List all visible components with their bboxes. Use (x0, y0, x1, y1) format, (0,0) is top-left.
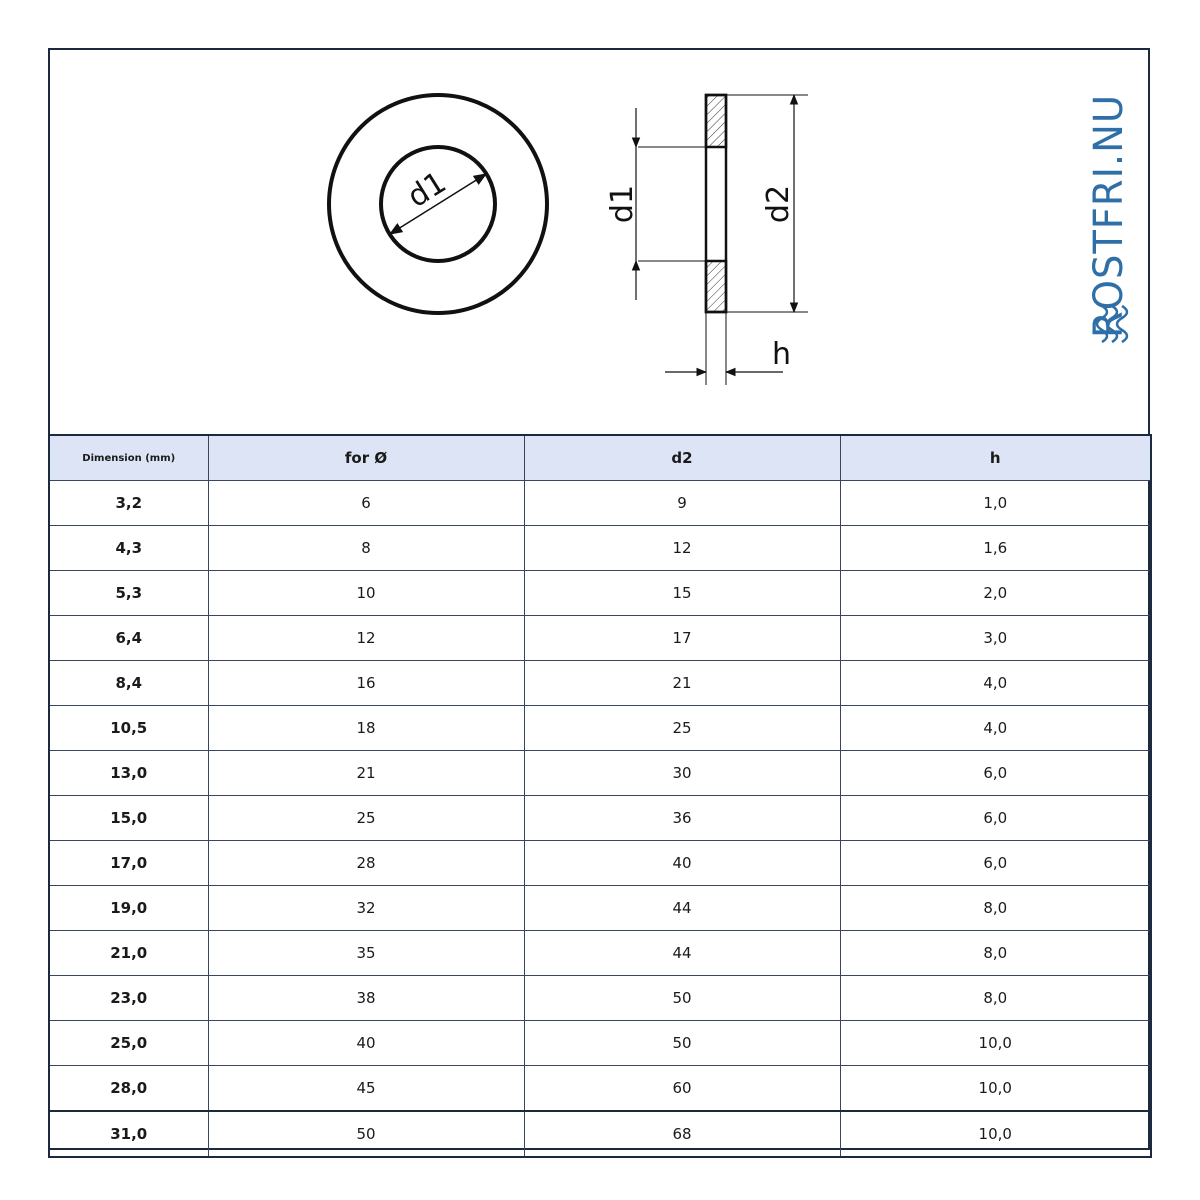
cell-for-diameter: 18 (208, 706, 524, 751)
table-row (49, 841, 1151, 886)
cell-for-diameter: 50 (208, 1111, 524, 1157)
cell-h: 10,0 (840, 1021, 1151, 1066)
washer-front-view (329, 95, 547, 313)
rostfri-logo (1086, 84, 1132, 342)
cell-for-diameter: 32 (208, 886, 524, 931)
table-row (49, 1111, 1151, 1157)
cell-h: 3,0 (840, 616, 1151, 661)
cell-dimension: 13,0 (49, 751, 208, 796)
cell-h: 2,0 (840, 571, 1151, 616)
cell-h: 8,0 (840, 886, 1151, 931)
cell-for-diameter: 8 (208, 526, 524, 571)
cell-for-diameter: 12 (208, 616, 524, 661)
table-row (49, 931, 1151, 976)
cell-h: 8,0 (840, 976, 1151, 1021)
table-body (49, 481, 1151, 1158)
cell-h: 4,0 (840, 661, 1151, 706)
cell-d2: 60 (524, 1066, 840, 1112)
cell-dimension: 5,3 (49, 571, 208, 616)
cell-dimension: 28,0 (49, 1066, 208, 1112)
table-row (49, 481, 1151, 526)
table-row (49, 886, 1151, 931)
logo-text: ROSTFRI.NU (1086, 84, 1132, 338)
cell-for-diameter: 25 (208, 796, 524, 841)
cell-dimension: 4,3 (49, 526, 208, 571)
cell-d2: 50 (524, 976, 840, 1021)
cell-h: 10,0 (840, 1066, 1151, 1112)
h-label: h (772, 337, 792, 372)
table-row (49, 616, 1151, 661)
cell-dimension: 8,4 (49, 661, 208, 706)
cell-for-diameter: 6 (208, 481, 524, 526)
cell-d2: 44 (524, 886, 840, 931)
cell-dimension: 17,0 (49, 841, 208, 886)
washer-dimension-drawing (50, 50, 1148, 434)
cell-h: 6,0 (840, 751, 1151, 796)
cell-for-diameter: 21 (208, 751, 524, 796)
table-row (49, 751, 1151, 796)
cell-h: 1,0 (840, 481, 1151, 526)
cell-h: 10,0 (840, 1111, 1151, 1157)
cell-d2: 36 (524, 796, 840, 841)
header-h: h (840, 435, 1151, 481)
table-row (49, 976, 1151, 1021)
cell-d2: 25 (524, 706, 840, 751)
cell-dimension: 23,0 (49, 976, 208, 1021)
dimension-table (48, 434, 1152, 1158)
cell-dimension: 6,4 (49, 616, 208, 661)
cell-for-diameter: 35 (208, 931, 524, 976)
cell-dimension: 31,0 (49, 1111, 208, 1157)
table-row (49, 571, 1151, 616)
d2-label: d2 (761, 184, 796, 224)
cell-d2: 68 (524, 1111, 840, 1157)
cell-h: 8,0 (840, 931, 1151, 976)
table-row (49, 1066, 1151, 1112)
cell-d2: 9 (524, 481, 840, 526)
cell-dimension: 10,5 (49, 706, 208, 751)
cell-d2: 50 (524, 1021, 840, 1066)
d1-side-label: d1 (605, 184, 640, 224)
table-row (49, 706, 1151, 751)
cell-d2: 44 (524, 931, 840, 976)
cell-dimension: 19,0 (49, 886, 208, 931)
header-d2: d2 (524, 435, 840, 481)
cell-d2: 40 (524, 841, 840, 886)
cell-h: 6,0 (840, 796, 1151, 841)
cell-for-diameter: 16 (208, 661, 524, 706)
cell-d2: 15 (524, 571, 840, 616)
cell-d2: 12 (524, 526, 840, 571)
cell-for-diameter: 38 (208, 976, 524, 1021)
table-row (49, 1021, 1151, 1066)
cell-dimension: 21,0 (49, 931, 208, 976)
washer-side-view (605, 95, 808, 385)
cell-d2: 21 (524, 661, 840, 706)
cell-dimension: 3,2 (49, 481, 208, 526)
table-row (49, 526, 1151, 571)
cell-d2: 30 (524, 751, 840, 796)
table-row (49, 796, 1151, 841)
cell-for-diameter: 40 (208, 1021, 524, 1066)
cell-dimension: 15,0 (49, 796, 208, 841)
cell-dimension: 25,0 (49, 1021, 208, 1066)
cell-h: 4,0 (840, 706, 1151, 751)
cell-for-diameter: 45 (208, 1066, 524, 1112)
cell-h: 6,0 (840, 841, 1151, 886)
d1-front-label: d1 (401, 164, 453, 215)
cell-for-diameter: 28 (208, 841, 524, 886)
table-header-row (49, 435, 1151, 481)
cell-for-diameter: 10 (208, 571, 524, 616)
datasheet-frame (48, 48, 1150, 1150)
cell-h: 1,6 (840, 526, 1151, 571)
cell-d2: 17 (524, 616, 840, 661)
header-for-diameter: for Ø (208, 435, 524, 481)
table-row (49, 661, 1151, 706)
header-dimension: Dimension (mm) (49, 435, 208, 481)
